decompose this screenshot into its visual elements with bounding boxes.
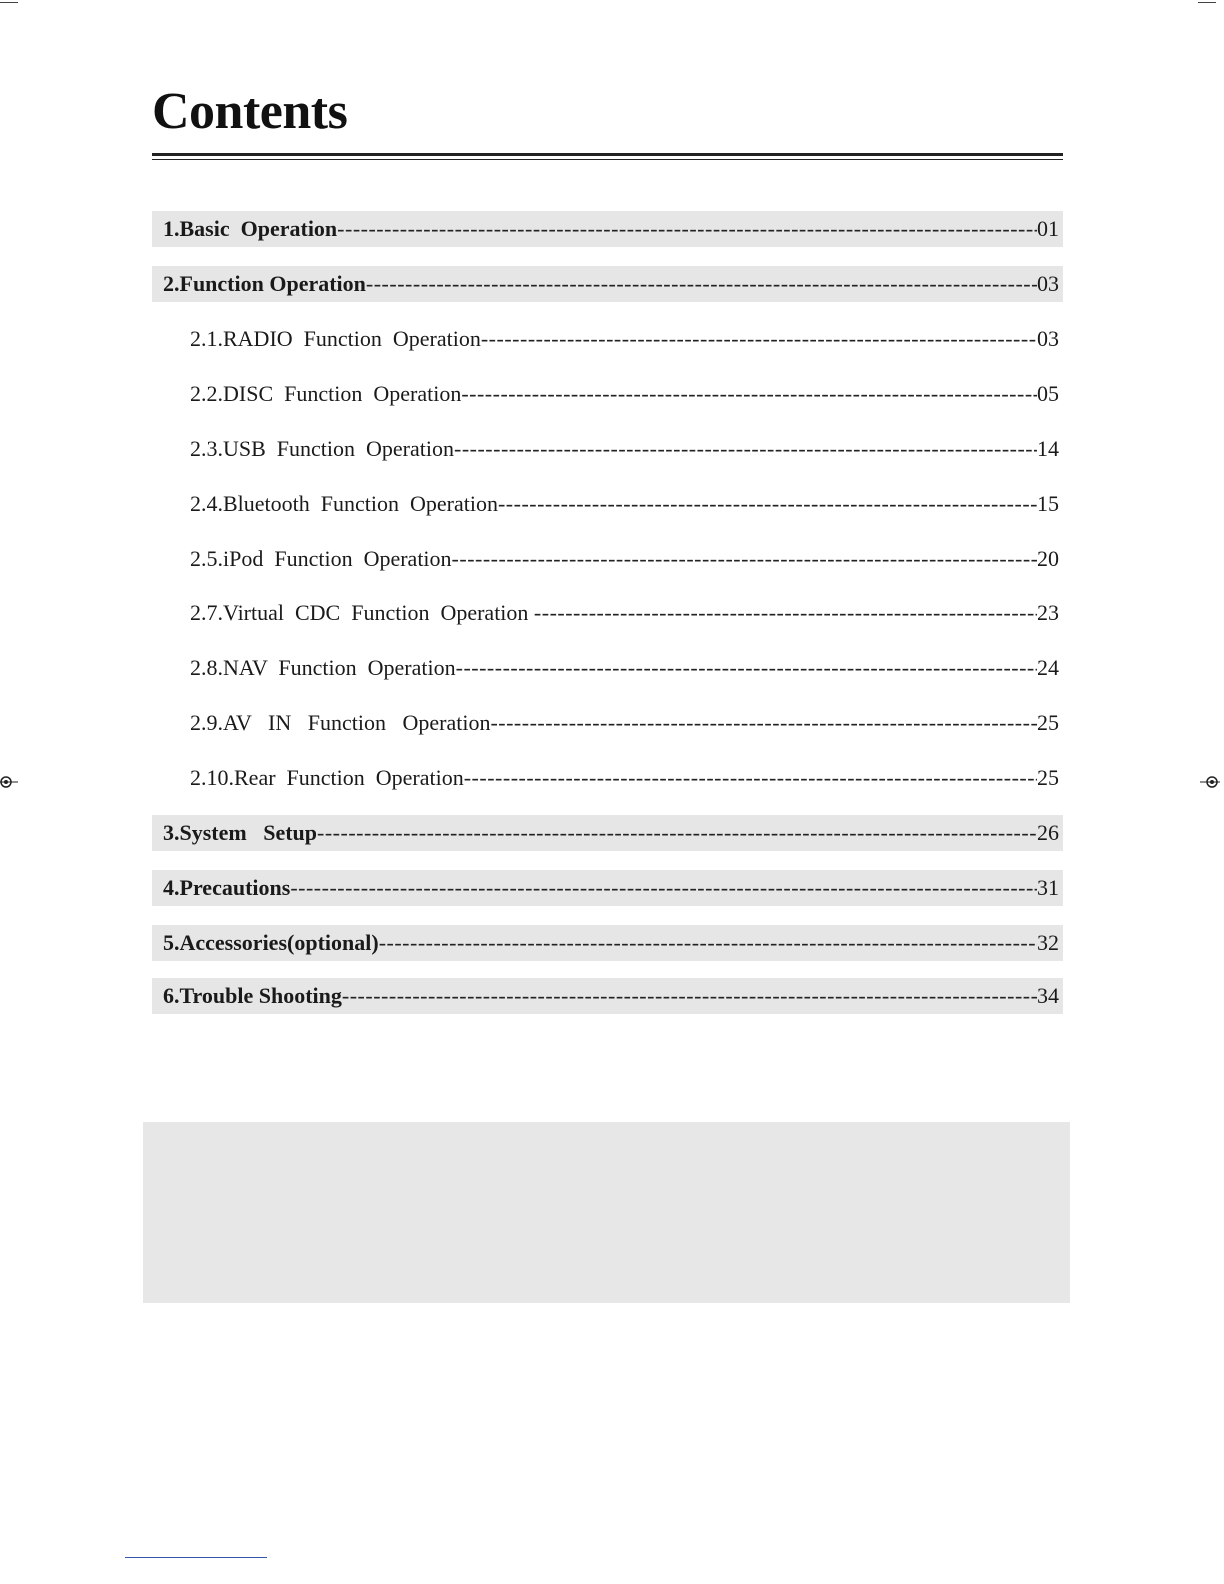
toc-dot-leader [317,820,1037,846]
toc-entry-label: 2.8.NAV Function Operation [190,655,456,680]
toc-entry-label: 2.Function Operation [163,271,366,296]
toc-dot-leader [464,765,1037,791]
toc-entry[interactable] [152,211,1063,247]
toc-entry-label: 5.Accessories(optional) [163,930,379,955]
toc-entry-page-number: 25 [1037,765,1059,790]
toc-entry[interactable] [152,815,1063,851]
toc-entry-page-number: 03 [1037,271,1059,296]
toc-entry[interactable] [152,321,1063,357]
registration-mark-left-icon [0,772,18,792]
toc-entry[interactable] [152,376,1063,412]
toc-dot-leader [379,930,1037,956]
toc-entry-page-number: 05 [1037,381,1059,406]
toc-entry-label: 1.Basic Operation [163,216,338,241]
toc-entry-page-number: 23 [1037,600,1059,625]
page-title: Contents [152,83,348,140]
title-rule-thick [152,153,1063,156]
toc-entry[interactable] [152,978,1063,1014]
toc-dot-leader [290,875,1037,901]
toc-entry[interactable] [152,266,1063,302]
shaded-note-box [143,1122,1070,1303]
toc-entry[interactable] [152,595,1063,631]
toc-entry[interactable] [152,760,1063,796]
toc-entry-page-number: 15 [1037,491,1059,516]
toc-entry-page-number: 01 [1037,216,1059,241]
toc-dot-leader [366,271,1037,297]
toc-entry-page-number: 24 [1037,655,1059,680]
toc-entry-label: 2.2.DISC Function Operation [190,381,462,406]
toc-entry-page-number: 25 [1037,710,1059,735]
toc-entry[interactable] [152,541,1063,577]
crop-mark-top-left [0,2,18,3]
toc-entry-label: 2.9.AV IN Function Operation [190,710,491,735]
toc-entry-label: 2.10.Rear Function Operation [190,765,464,790]
toc-entry-page-number: 32 [1037,930,1059,955]
toc-dot-leader [498,491,1037,517]
toc-entry-label: 4.Precautions [163,875,291,900]
toc-dot-leader [342,983,1037,1009]
toc-entry-page-number: 20 [1037,546,1059,571]
title-rule-thin [152,159,1063,160]
toc-entry-label: 2.4.Bluetooth Function Operation [190,491,498,516]
toc-dot-leader [452,546,1037,572]
toc-entry-label: 2.7.Virtual CDC Function Operation [190,600,534,625]
toc-entry-label: 3.System Setup [163,820,318,845]
toc-entry[interactable] [152,870,1063,906]
registration-mark-right-icon [1200,772,1220,792]
toc-entry-page-number: 26 [1037,820,1059,845]
toc-entry-page-number: 31 [1037,875,1059,900]
toc-entry-label: 6.Trouble Shooting [163,983,342,1008]
toc-dot-leader [456,655,1037,681]
toc-entry-label: 2.1.RADIO Function Operation [190,326,481,351]
crop-mark-top-right [1198,2,1216,3]
toc-dot-leader [490,710,1037,736]
toc-dot-leader [481,326,1037,352]
toc-entry-label: 2.3.USB Function Operation [190,436,454,461]
toc-entry-page-number: 14 [1037,436,1059,461]
toc-entry-page-number: 34 [1037,983,1059,1008]
toc-entry-page-number: 03 [1037,326,1059,351]
toc-entry[interactable] [152,925,1063,961]
toc-entry[interactable] [152,431,1063,467]
toc-entry[interactable] [152,705,1063,741]
toc-dot-leader [461,381,1037,407]
toc-entry[interactable] [152,486,1063,522]
toc-dot-leader [454,436,1037,462]
footer-line [125,1557,267,1558]
toc-entry[interactable] [152,650,1063,686]
toc-entry-label: 2.5.iPod Function Operation [190,546,452,571]
toc-dot-leader [534,600,1037,626]
toc-dot-leader [337,216,1037,242]
